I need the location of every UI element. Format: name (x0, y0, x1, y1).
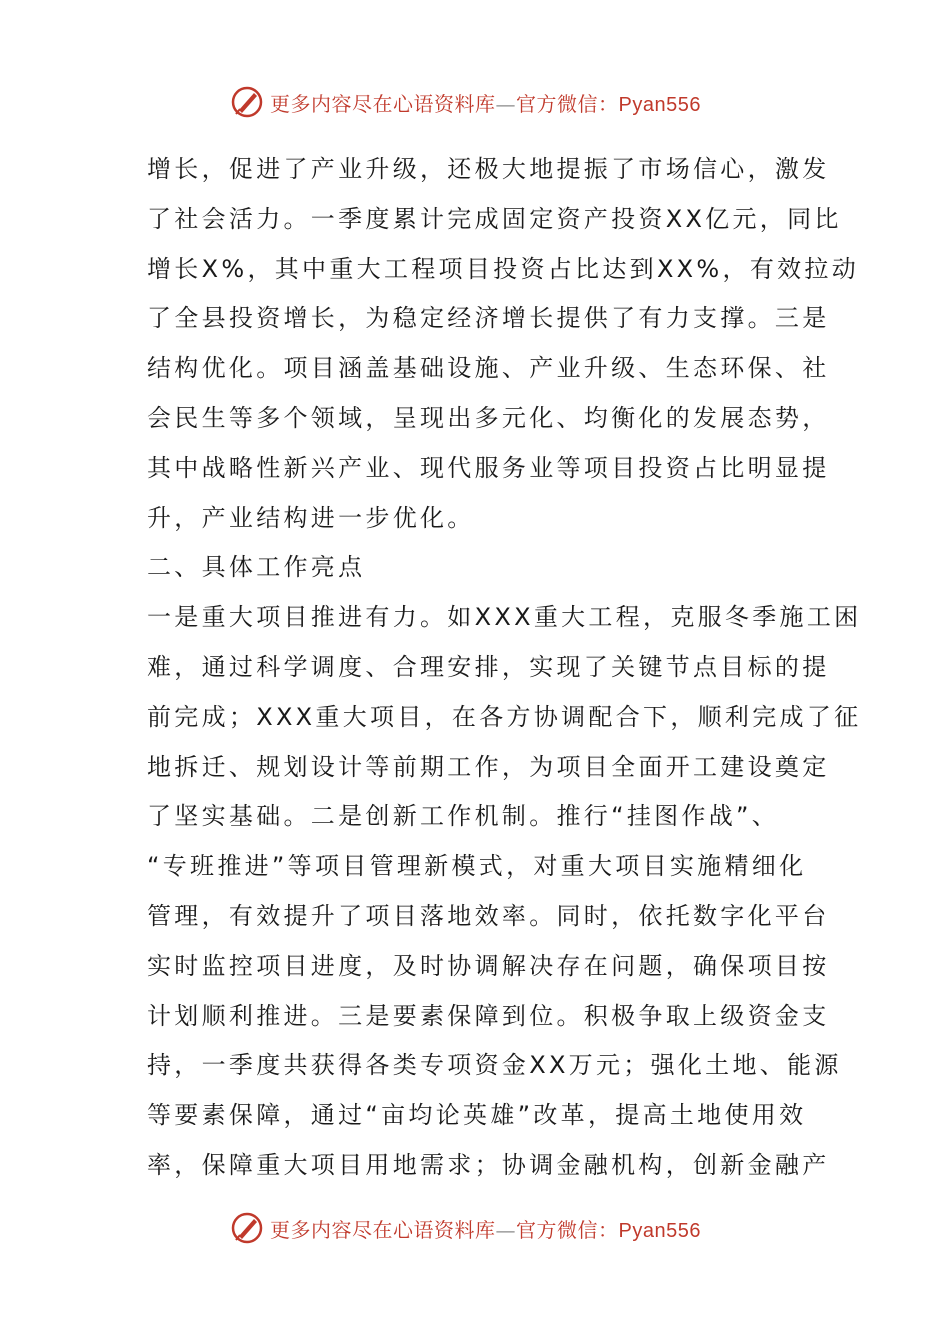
text-line: 增长，促进了产业升级，还极大地提振了市场信心，激发 (147, 155, 830, 183)
document-body (147, 145, 862, 1191)
text-line: 了社会活力。一季度累计完成固定资产投资XX亿元，同比 (147, 204, 842, 233)
text-line: 计划顺利推进。三是要素保障到位。积极争取上级资金支 (147, 1001, 830, 1030)
text-line: 会民生等多个领域，呈现出多元化、均衡化的发展态势， (147, 403, 830, 432)
text-line: 前完成；XXX重大项目，在各方协调配合下，顺利完成了征 (147, 702, 862, 731)
watermark-text: 更多内容尽在心语资料库—官方微信：Pyan556 (270, 91, 701, 116)
section-heading: 二、具体工作亮点 (147, 553, 366, 582)
text-line: 率，保障重大项目用地需求；协调金融机构，创新金融产 (147, 1150, 830, 1179)
text-line: 一是重大项目推进有力。如XXX重大工程，克服冬季施工困 (147, 603, 862, 632)
text-line: 难，通过科学调度、合理安排，实现了关键节点目标的提 (147, 652, 830, 681)
text-line: 地拆迁、规划设计等前期工作，为项目全面开工建设奠定 (147, 752, 830, 781)
text-line: 等要素保障，通过“亩均论英雄”改革，提高土地使用效 (147, 1101, 807, 1130)
watermark-text: 更多内容尽在心语资料库—官方微信：Pyan556 (270, 1217, 701, 1242)
header-watermark-banner (230, 82, 730, 122)
text-line: 升，产业结构进一步优化。 (147, 503, 475, 532)
text-line: “专班推进”等项目管理新模式，对重大项目实施精细化 (147, 852, 807, 881)
text-line: 持，一季度共获得各类专项资金XX万元；强化土地、能源 (147, 1051, 842, 1080)
text-line: 了坚实基础。二是创新工作机制。推行“挂图作战”、 (147, 802, 780, 831)
footer-watermark-banner (230, 1208, 730, 1248)
text-line: 了全县投资增长，为稳定经济增长提供了有力支撑。三是 (147, 304, 830, 333)
text-line: 管理，有效提升了项目落地效率。同时，依托数字化平台 (147, 901, 830, 930)
text-line: 其中战略性新兴产业、现代服务业等项目投资占比明显提 (147, 453, 830, 482)
text-line: 结构优化。项目涵盖基础设施、产业升级、生态环保、社 (147, 354, 830, 383)
pen-logo-icon (230, 1211, 264, 1245)
text-line: 增长X%，其中重大工程项目投资占比达到XX%，有效拉动 (147, 254, 860, 283)
pen-logo-icon (230, 85, 264, 119)
text-line: 实时监控项目进度，及时协调解决存在问题，确保项目按 (147, 951, 830, 980)
